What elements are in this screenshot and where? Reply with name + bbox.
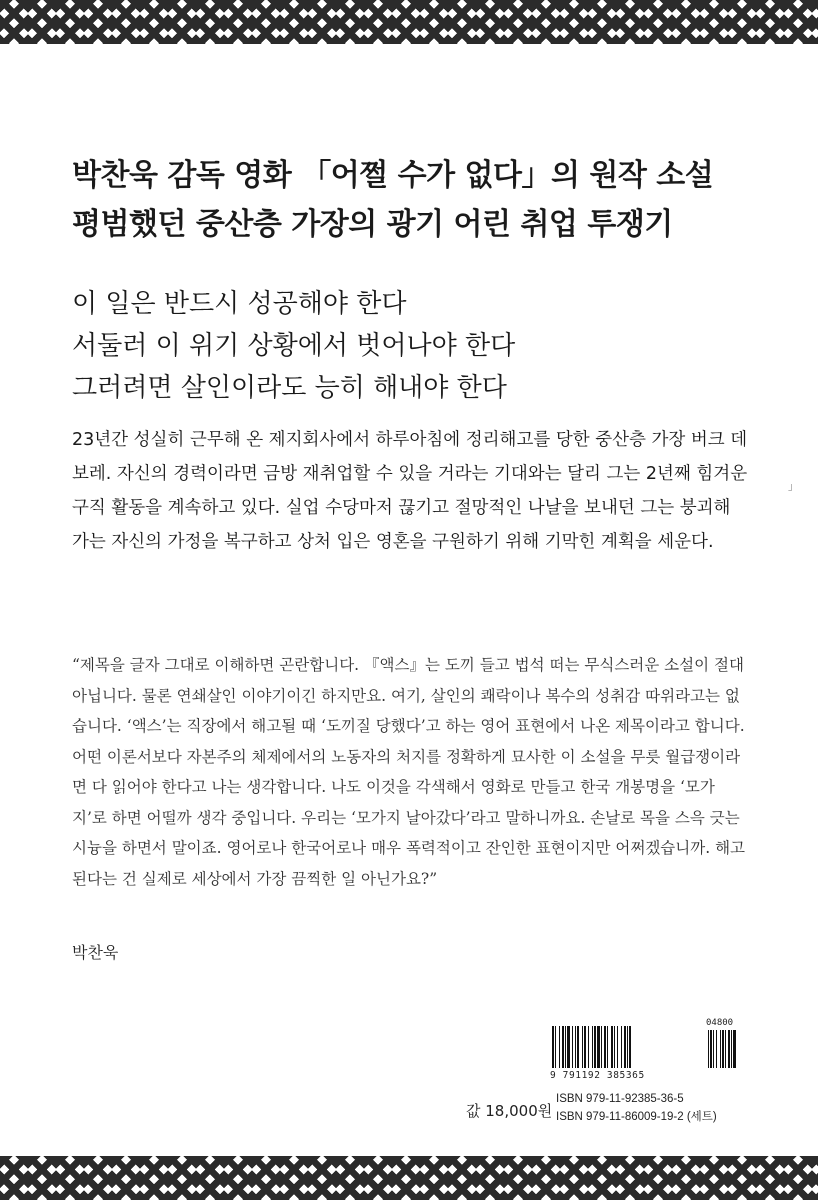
tagline-line-2: 서둘러 이 위기 상황에서 벗어나야 한다 (72, 331, 516, 361)
isbn-barcode (550, 1018, 752, 1096)
headline-line-2: 평범했던 중산층 가장의 광기 어린 취업 투쟁기 (72, 207, 673, 242)
tagline-line-3: 그러려면 살인이라도 능히 해내야 한다 (72, 373, 507, 403)
barcode-digits: 9 791192 385365 (550, 1070, 645, 1081)
barcode-addon-digits: 04800 (706, 1018, 734, 1028)
isbn-set-number: ISBN 979-11-86009-19-2 (세트) (556, 1111, 717, 1123)
top-pattern-band (0, 0, 818, 44)
margin-mark: 」 (788, 482, 798, 493)
price: 값 18,000원 (466, 1102, 553, 1120)
barcode-bars-graphic (550, 1026, 752, 1070)
synopsis-paragraph: 23년간 성실히 근무해 온 제지회사에서 하루아침에 정리해고를 당한 중산층 가장 버크 데보레. 자신의 경력이라면 금방 재취업할 수 있을 거라는 기대와는 달리 그는 2년째 힘겨운 구직 활동을 계속하고 있다. 실업 수당마저 끊기고 절망적인 나날을 보내던 그는 붕괴해 가는 자신의 가정을 복구하고 상처 입은 영혼을 구원하기 위해 기막힌 계획을 세운다. (72, 430, 748, 552)
headline-line-1: 박찬욱 감독 영화 「어쩔 수가 없다」의 원작 소설 (72, 158, 714, 193)
tagline-line-1: 이 일은 반드시 성공해야 한다 (72, 289, 407, 319)
quote-author: 박찬욱 (72, 943, 119, 962)
bottom-pattern-band (0, 1156, 818, 1200)
director-quote: “제목을 글자 그대로 이해하면 곤란합니다. 『액스』는 도끼 들고 법석 떠는 무식스러운 소설이 절대 아닙니다. 물론 연쇄살인 이야기이긴 하지만요. 여기, 살인의 쾌락이나 복수의 성취감 따위라고는 없습니다. ‘액스’는 직장에서 해고될 때 ‘도끼질 당했다’고 하는 영어 표현에서 나온 제목이라고 합니다. 어떤 이론서보다 자본주의 체제에서의 노동자의 처지를 정확하게 묘사한 이 소설을 무릇 월급쟁이라면 다 읽어야 한다고 나는 생각합니다. 나도 이것을 각색해서 영화로 만들고 한국 개봉명을 ‘모가지’로 하면 어떨까 생각 중입니다. 우리는 ‘모가지 날아갔다’라고 말하니까요. 손날로 목을 스윽 긋는 시늉을 하면서 말이죠. 영어로나 한국어로나 매우 폭력적이고 잔인한 표현이지만 어쩌겠습니까. 해고된다는 건 실제로 세상에서 가장 끔찍한 일 아닌가요?” (72, 656, 746, 888)
isbn-number: ISBN 979-11-92385-36-5 (556, 1093, 684, 1105)
